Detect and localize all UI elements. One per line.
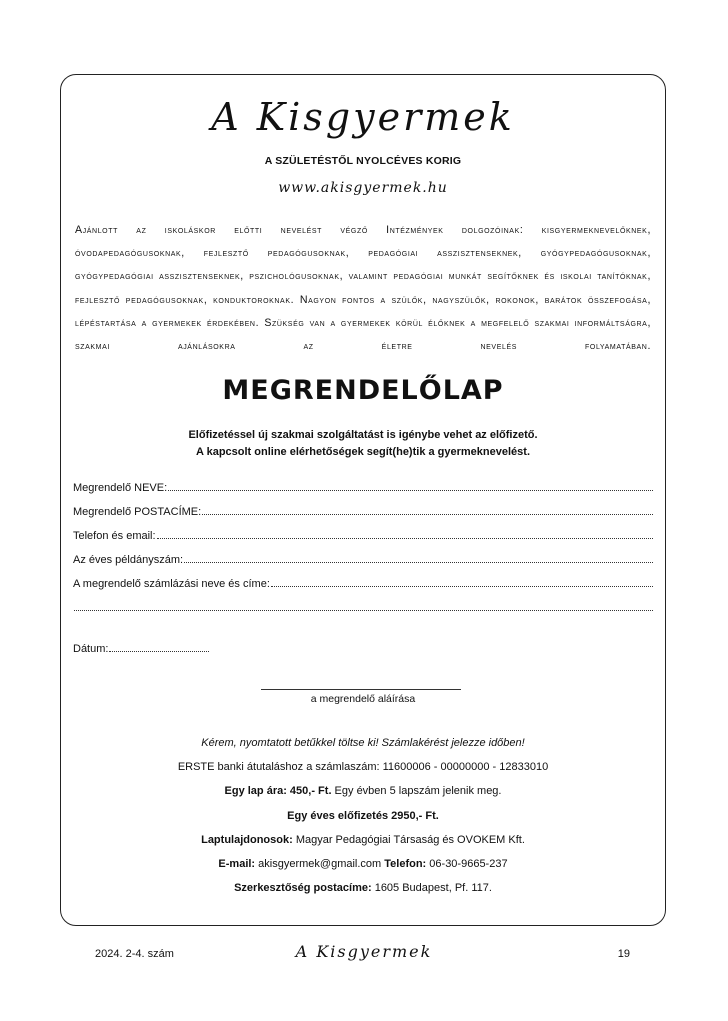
phone-email-field[interactable] (73, 528, 653, 544)
owners-text: Magyar Pedagógiai Társaság és OVOKEM Kft. (292, 833, 525, 846)
address-label: Szerkesztőség postacíme: (234, 882, 372, 895)
page-number: 19 (617, 948, 630, 960)
owners-label: Laptulajdonosok: (201, 833, 293, 846)
date-field[interactable] (73, 641, 209, 655)
name-field-line[interactable] (168, 480, 653, 491)
signature-label: a megrendelő aláírása (310, 693, 416, 705)
price-text: Egy évben 5 lapszám jelenik meg. (331, 785, 502, 798)
name-field[interactable] (73, 480, 653, 496)
copies-field-label: Az éves példányszám: (73, 554, 184, 566)
phone-text: 06-30-9665-237 (426, 857, 508, 870)
info-line-1: Előfizetéssel új szakmai szolgáltatást is igénybe vehet az előfizető. (188, 429, 538, 441)
order-form-frame (60, 74, 666, 926)
billing-field-line-2[interactable] (74, 600, 653, 611)
signature-line[interactable] (261, 689, 461, 690)
intro-paragraph: Ajánlott az iskoláskor előtti nevelést végző Intézmények dolgozóinak: kisgyermeknevelőknek, óvodapedagógusoknak, fejlesztő pedagógusoknak, pedagógiai asszisztenseknek, gyógypedagógusoknak, gyógypedagógiai asszisztenseknek, pszichológusoknak, valamint pedagógiai munkát segítőknek és iskolai tanítóknak, fejlesztő pedagógusoknak, konduktoroknak. Nagyon fontos a szülők, nagyszülők, rokonok, barátok összefogása, lépéstartása a gyermekek érdekében. Szükség van a gyermekek körül élőknek a megfelelő szakmai informáltságra, szakmai ajánlásokra az életre nevelés folyamatában. (75, 224, 651, 353)
form-title: MEGRENDELŐLAP (222, 375, 504, 406)
phone-label: Telefon: (384, 857, 427, 870)
email-label: E-mail: (218, 857, 256, 870)
annual-subscription: Egy éves előfizetés 2950,- Ft. (287, 809, 439, 822)
magazine-subtitle: A SZÜLETÉSTŐL NYOLCÉVES KORIG (264, 155, 462, 167)
website-url: www.akisgyermek.hu (278, 180, 448, 196)
fill-note: Kérem, nyomtatott betűkkel töltse ki! Számlakérést jelezze időben! (201, 737, 525, 749)
copies-field[interactable] (73, 552, 653, 568)
billing-field[interactable] (73, 576, 653, 592)
form-info (61, 427, 665, 461)
billing-field-line[interactable] (271, 576, 653, 587)
order-details (61, 735, 665, 904)
phone-email-field-label: Telefon és email: (73, 530, 156, 542)
copies-field-line[interactable] (184, 552, 653, 563)
price-line (61, 783, 665, 807)
address-field-label: Megrendelő POSTACÍME: (73, 506, 202, 518)
address-text: 1605 Budapest, Pf. 117. (371, 882, 492, 895)
address-field-line[interactable] (202, 504, 653, 515)
phone-email-field-line[interactable] (157, 528, 653, 539)
billing-field-label: A megrendelő számlázási neve és címe: (73, 578, 270, 590)
footer-magazine-title: A Kisgyermek (295, 942, 433, 961)
billing-field-continued[interactable] (73, 600, 653, 616)
name-field-label: Megrendelő NEVE: (73, 482, 168, 494)
contact-line (61, 856, 665, 880)
owners-line (61, 832, 665, 856)
date-label: Dátum: (73, 643, 109, 655)
bank-account: ERSTE banki átutaláshoz a számlaszám: 11600006 - 00000000 - 12833010 (177, 761, 549, 774)
issue-number: 2024. 2-4. szám (95, 948, 174, 960)
address-line (61, 880, 665, 904)
magazine-title: A Kisgyermek (211, 95, 515, 139)
address-field[interactable] (73, 504, 653, 520)
email-text: akisgyermek@gmail.com (255, 857, 385, 870)
price-label: Egy lap ára: 450,- Ft. (224, 785, 332, 798)
info-line-2: A kapcsolt online elérhetőségek segít(he)tik a gyermeknevelést. (196, 446, 530, 458)
date-field-line[interactable] (109, 641, 209, 652)
